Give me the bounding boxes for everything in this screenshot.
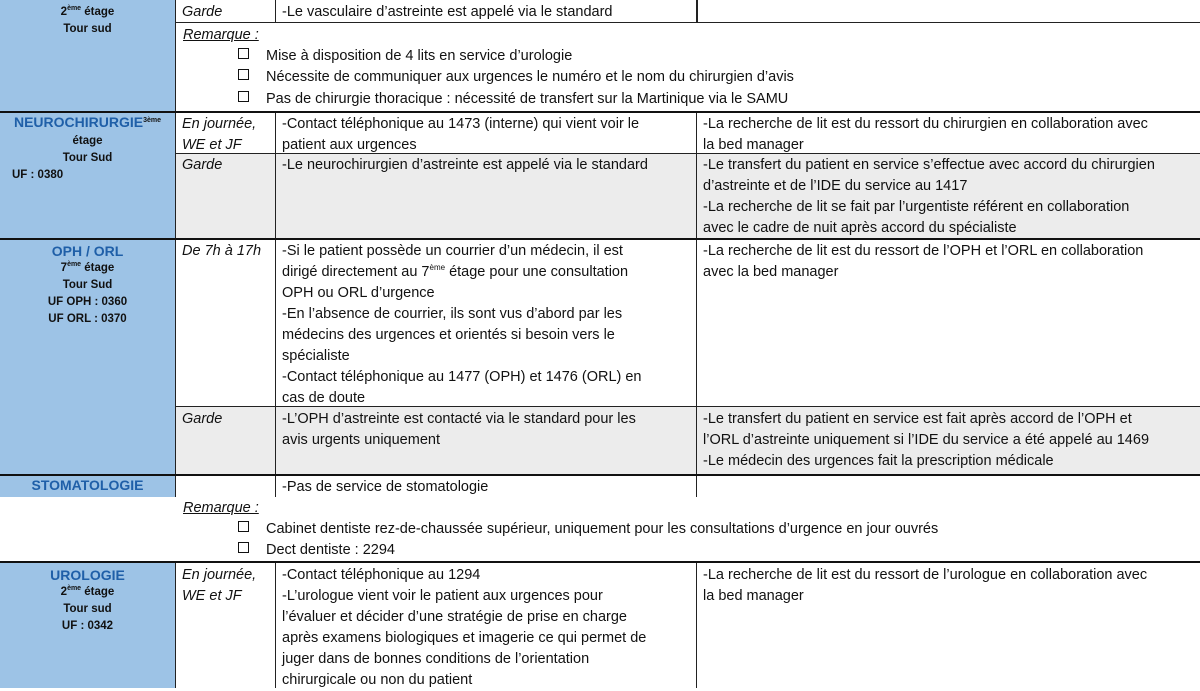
urology-name: UROLOGIE bbox=[50, 567, 125, 583]
checkbox-icon bbox=[238, 69, 249, 80]
urology-day-contact bbox=[276, 563, 697, 688]
text-line: chirurgicale ou non du patient bbox=[282, 672, 473, 688]
stomatology-bullet bbox=[238, 519, 938, 540]
text-line: -L’urologue vient voir le patient aux urgences pour bbox=[282, 588, 603, 604]
oph-orl-day-row bbox=[176, 240, 1200, 407]
neurosurgery-day-contact bbox=[276, 113, 697, 153]
oph-orl-day-contact bbox=[276, 240, 697, 406]
text-line: l’ORL d’astreinte uniquement si l’IDE du service a été appelé au 1469 bbox=[703, 432, 1150, 448]
text-line: la bed manager bbox=[703, 137, 804, 153]
oph-orl-left-cell bbox=[0, 240, 176, 474]
checkbox-icon bbox=[238, 542, 249, 553]
vascular-garde-empty bbox=[696, 0, 1199, 22]
neurosurgery-garde-label: Garde bbox=[176, 154, 276, 238]
text-line: -La recherche de lit se fait par l’urgentiste référent en collaboration bbox=[703, 199, 1130, 215]
vascular-floor: 2ème étage bbox=[60, 5, 115, 18]
vascular-bullet bbox=[238, 46, 572, 67]
checkbox-icon bbox=[238, 521, 249, 532]
vascular-remarque: Remarque : bbox=[183, 27, 259, 43]
label-line: WE et JF bbox=[182, 137, 242, 153]
neurosurgery-day-label bbox=[176, 113, 276, 153]
oph-orl-garde-row bbox=[176, 407, 1200, 474]
stomatology-empty-cell bbox=[176, 476, 276, 497]
neurosurgery-day-bed bbox=[697, 113, 1200, 153]
text-line: -Contact téléphonique au 1477 (OPH) et 1476 (ORL) en bbox=[282, 369, 642, 385]
text-line: OPH ou ORL d’urgence bbox=[282, 285, 435, 301]
label-line: En journée, bbox=[182, 567, 257, 583]
stomatology-name: STOMATOLOGIE bbox=[31, 477, 144, 493]
text-line: juger dans de bonnes conditions de l’orientation bbox=[282, 651, 590, 667]
urology-tower: Tour sud bbox=[63, 603, 112, 615]
oph-orl-floor: 7ème étage bbox=[60, 261, 115, 274]
stomatology-bullet bbox=[238, 540, 395, 561]
neurosurgery-day-row bbox=[176, 113, 1200, 154]
urology-day-row bbox=[176, 563, 1200, 688]
text-line: -L’OPH d’astreinte est contacté via le standard pour les bbox=[282, 411, 636, 427]
neurosurgery-name: NEUROCHIRURGIE bbox=[13, 114, 144, 130]
vascular-bullet-text: Nécessite de communiquer aux urgences le numéro et le nom du chirurgien d’avis bbox=[266, 69, 794, 85]
text-line: patient aux urgences bbox=[282, 137, 417, 153]
neurosurgery-garde-row bbox=[176, 154, 1200, 238]
oph-orl-garde-transfer bbox=[697, 407, 1200, 474]
text-line: -La recherche de lit est du ressort du chirurgien en collaboration avec bbox=[703, 116, 1148, 132]
oph-orl-tower: Tour Sud bbox=[62, 279, 113, 291]
neurosurgery-garde-transfer bbox=[697, 154, 1200, 238]
stomatology-bullet-text: Dect dentiste : 2294 bbox=[266, 542, 395, 558]
vascular-left-cell bbox=[0, 0, 176, 111]
text-line: -La recherche de lit est du ressort de l’OPH et l’ORL en collaboration bbox=[703, 243, 1144, 259]
vascular-bullet-text: Mise à disposition de 4 lits en service d’urologie bbox=[266, 48, 573, 64]
urology-day-label bbox=[176, 563, 276, 688]
urology-day-bed bbox=[697, 563, 1200, 688]
oph-orl-garde-label: Garde bbox=[176, 407, 276, 474]
text-line: spécialiste bbox=[282, 348, 350, 364]
vascular-bullet bbox=[238, 67, 794, 88]
text-line: avis urgents uniquement bbox=[282, 432, 440, 448]
label-line: En journée, bbox=[182, 116, 257, 132]
oph-orl-name: OPH / ORL bbox=[51, 243, 124, 259]
stomatology-section bbox=[0, 476, 1200, 561]
stomatology-row bbox=[176, 476, 1200, 497]
stomatology-bullet-text: Cabinet dentiste rez-de-chaussée supérieur, uniquement pour les consultations d’urgence en jour ouvrés bbox=[266, 521, 939, 537]
text-line: -Le transfert du patient en service s’effectue avec accord du chirurgien bbox=[703, 157, 1155, 173]
text-line: médecins des urgences et orientés si besoin vers le bbox=[282, 327, 615, 343]
urology-left-cell bbox=[0, 563, 176, 688]
oph-orl-day-label: De 7h à 17h bbox=[176, 240, 276, 406]
neurosurgery-uf: UF : 0380 bbox=[12, 169, 64, 181]
urology-uf: UF : 0342 bbox=[61, 620, 114, 632]
urology-section bbox=[0, 563, 1200, 688]
urology-floor: 2ème étage bbox=[60, 585, 115, 598]
stomatology-text: -Pas de service de stomatologie bbox=[276, 476, 697, 497]
text-line: cas de doute bbox=[282, 390, 366, 406]
vascular-garde-text: -Le vasculaire d’astreinte est appelé via le standard bbox=[276, 0, 698, 22]
neurosurgery-tower: Tour Sud bbox=[62, 152, 113, 164]
text-line: -Contact téléphonique au 1473 (interne) qui vient voir le bbox=[282, 116, 640, 132]
text-line: la bed manager bbox=[703, 588, 804, 604]
text-line: -Le transfert du patient en service est fait après accord de l’OPH et bbox=[703, 411, 1132, 427]
text-line: d’astreinte et de l’IDE du service au 1417 bbox=[703, 178, 968, 194]
neurosurgery-section bbox=[0, 113, 1200, 238]
neurosurgery-floor: étage bbox=[72, 135, 103, 147]
oph-orl-uf-orl: UF ORL : 0370 bbox=[48, 313, 127, 325]
stomatology-remarque: Remarque : bbox=[183, 500, 259, 516]
oph-orl-garde-contact bbox=[276, 407, 697, 474]
oph-orl-day-bed bbox=[697, 240, 1200, 406]
neurosurgery-title: $NEUROCHIRURGIE^{3ème}$ bbox=[13, 114, 162, 130]
text-line: l’évaluer et décider d’une stratégie de prise en charge bbox=[282, 609, 627, 625]
label-line: WE et JF bbox=[182, 588, 242, 604]
checkbox-icon bbox=[238, 48, 249, 59]
neurosurgery-left-cell bbox=[0, 113, 176, 238]
vascular-tower: Tour sud bbox=[63, 23, 112, 35]
vascular-bullet bbox=[238, 89, 788, 110]
text-line: avec la bed manager bbox=[703, 264, 839, 280]
text-line: -Contact téléphonique au 1294 bbox=[282, 567, 481, 583]
text-line: -La recherche de lit est du ressort de l’urologue en collaboration avec bbox=[703, 567, 1148, 583]
text-line: -En l’absence de courrier, ils sont vus d’abord par les bbox=[282, 306, 623, 322]
text-line: dirigé directement au 7ème étage pour une consultation bbox=[282, 263, 629, 280]
vascular-bullet-text: Pas de chirurgie thoracique : nécessité de transfert sur la Martinique via le SAMU bbox=[266, 91, 789, 107]
vascular-garde-row bbox=[176, 0, 1200, 23]
vascular-garde-label: Garde bbox=[176, 0, 276, 22]
oph-orl-section bbox=[0, 240, 1200, 474]
oph-orl-uf-oph: UF OPH : 0360 bbox=[47, 296, 128, 308]
text-line: -Si le patient possède un courrier d’un médecin, il est bbox=[282, 243, 623, 259]
neurosurgery-garde-contact: -Le neurochirurgien d’astreinte est appelé via le standard bbox=[276, 154, 697, 238]
text-line: après examens biologiques et imagerie ce qui permet de bbox=[282, 630, 647, 646]
stomatology-left-cell bbox=[0, 476, 176, 497]
checkbox-icon bbox=[238, 91, 249, 102]
text-line: -Le médecin des urgences fait la prescription médicale bbox=[703, 453, 1054, 469]
text-line: avec le cadre de nuit après accord du spécialiste bbox=[703, 220, 1017, 236]
vascular-section bbox=[0, 0, 1200, 111]
